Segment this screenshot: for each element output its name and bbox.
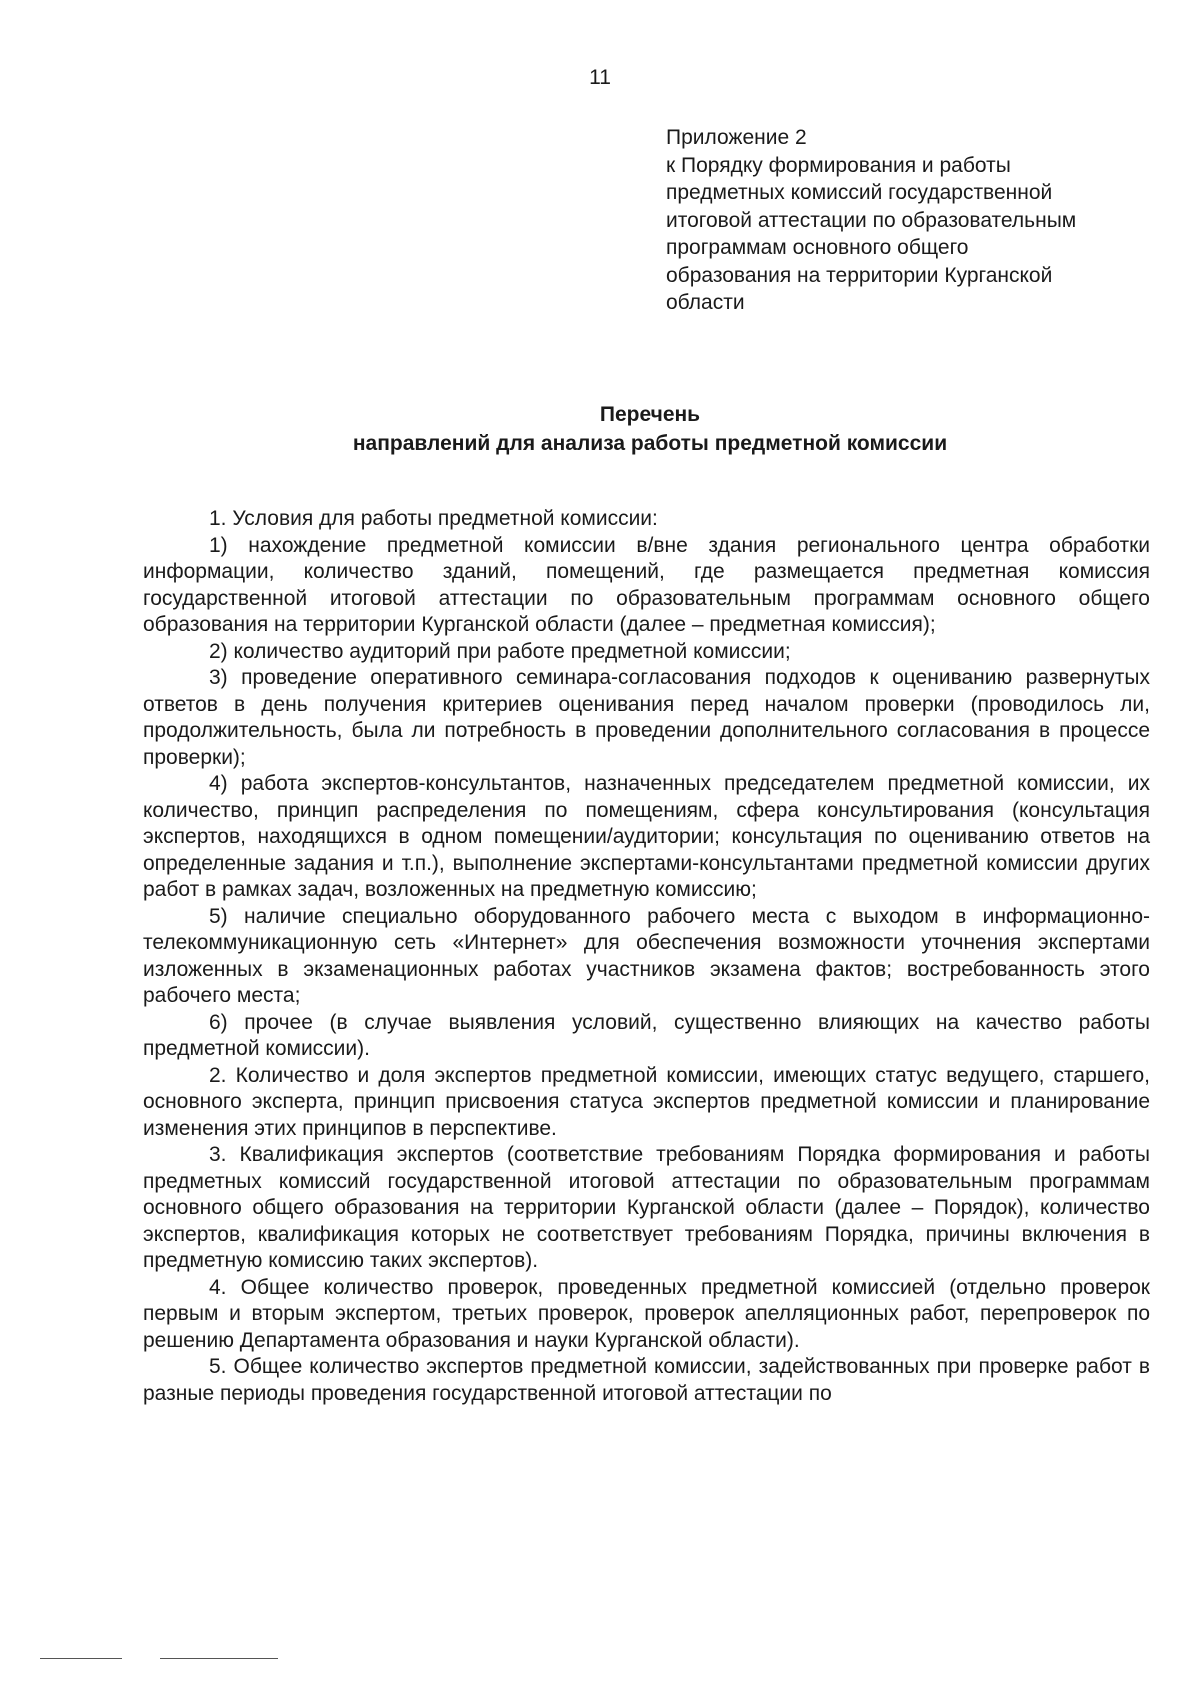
appendix-line: области bbox=[666, 291, 745, 314]
paragraph: 3) проведение оперативного семинара-согласования подходов к оцениванию развернутых ответов в день получения критериев оценивания перед началом проверки (проводилось ли, продолжительность, была ли потребность в проведении дополнительного согласования в процессе проверки); bbox=[143, 666, 1150, 769]
footer-rule bbox=[160, 1658, 278, 1659]
appendix-line: образования на территории Курганской bbox=[666, 263, 1053, 287]
paragraph: 6) прочее (в случае выявления условий, существенно влияющих на качество работы предметной комиссии). bbox=[143, 1010, 1150, 1060]
paragraph: 5. Общее количество экспертов предметной комиссии, задействованных при проверке работ в разные периоды проведения государственной итоговой аттестации по bbox=[143, 1355, 1150, 1405]
appendix-line: к Порядку формирования и работы bbox=[666, 153, 1011, 177]
paragraph: 4. Общее количество проверок, проведенных предметной комиссией (отдельно проверок первым и вторым экспертом, третьих проверок, проверок апелляционных работ, перепроверок по решению Департамента образования и науки Курганской области). bbox=[143, 1275, 1150, 1352]
paragraph: 3. Квалификация экспертов (соответствие требованиям Порядка формирования и работы предметных комиссий государственной итоговой аттестации по образовательным программам основного общего образования на территории Курганской области (далее – Порядок), количество экспертов, квалификация которых не соответствует требованиям Порядка, причины включения в предметную комиссию таких экспертов). bbox=[143, 1143, 1150, 1272]
appendix-line: итоговой аттестации по образовательным bbox=[666, 208, 1077, 232]
paragraph: 2) количество аудиторий при работе предметной комиссии; bbox=[209, 639, 791, 663]
document-body bbox=[143, 506, 1150, 1407]
appendix-line: Приложение 2 bbox=[666, 126, 807, 149]
paragraph: 1. Условия для работы предметной комиссии: bbox=[209, 507, 658, 530]
paragraph: 4) работа экспертов-консультантов, назначенных председателем предметной комиссии, их количество, принцип распределения по помещениям, сфера консультирования (консультация экспертов, находящихся в одном помещении/аудитории; консультация по оцениванию ответов на определенные задания и т.п.), выполнение экспертами-консультантами предметной комиссии других работ в рамках задач, возложенных на предметную комиссию; bbox=[143, 772, 1150, 901]
appendix-line: предметных комиссий государственной bbox=[666, 181, 1053, 204]
paragraph: 5) наличие специально оборудованного рабочего места с выходом в информационно-телекоммуникационную сеть «Интернет» для обеспечения возможности уточнения экспертами изложенных в экзаменационных работах участников экзамена фактов; востребованность этого рабочего места; bbox=[143, 904, 1150, 1007]
footer-rule bbox=[40, 1658, 122, 1659]
document-title bbox=[0, 400, 1200, 458]
paragraph: 2. Количество и доля экспертов предметной комиссии, имеющих статус ведущего, старшего, основного эксперта, принцип присвоения статуса экспертов предметной комиссии и планирование изменения этих принципов в перспективе. bbox=[143, 1063, 1150, 1140]
title-line-1: Перечень bbox=[599, 403, 701, 426]
page-number: 11 bbox=[589, 66, 611, 89]
appendix-block bbox=[666, 124, 1166, 317]
paragraph: 1) нахождение предметной комиссии в/вне здания регионального центра обработки информации, количество зданий, помещений, где размещается предметная комиссия государственной итоговой аттестации по образовательным программам основного общего образования на территории Курганской области (далее – предметная комиссия); bbox=[143, 533, 1150, 636]
title-line-2: направлений для анализа работы предметной комиссии bbox=[352, 432, 948, 455]
appendix-line: программам основного общего bbox=[666, 236, 969, 259]
